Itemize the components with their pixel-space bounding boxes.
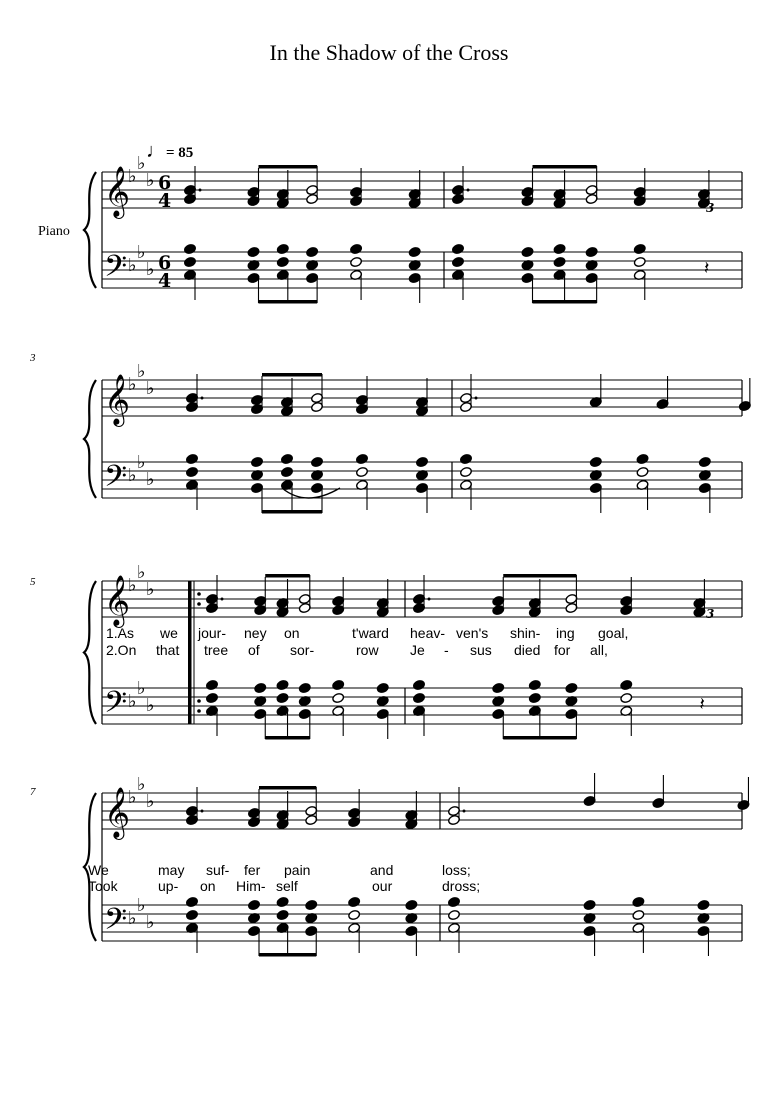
note-head [413, 679, 426, 690]
dot [463, 810, 466, 813]
bass-clef-icon: 𝄢 [104, 903, 128, 944]
time-signature-top: 6 [158, 172, 172, 194]
rest-icon: 𝄽 [699, 694, 705, 715]
note-head [405, 899, 418, 910]
brace [84, 581, 96, 724]
note-head [521, 246, 534, 257]
measure-number-5: 5 [30, 576, 36, 588]
note-head [247, 246, 260, 257]
note-head [186, 466, 199, 477]
note-head [281, 453, 294, 464]
note-head [276, 243, 289, 254]
note-head [186, 896, 199, 907]
beam [262, 510, 322, 514]
lyric-syllable: on [284, 625, 300, 641]
treble-clef-icon: 𝄞 [104, 374, 131, 425]
dot [475, 397, 478, 400]
note-head [332, 679, 345, 690]
dot [199, 189, 202, 192]
note-head [348, 896, 361, 907]
note-head [276, 909, 289, 920]
beam [503, 574, 576, 578]
note-head [528, 679, 541, 690]
lyric-syllable: 1.As [106, 625, 135, 641]
dot [201, 397, 204, 400]
flat-icon: ♭ [128, 374, 137, 395]
note-head [186, 909, 199, 920]
bass-clef-icon: 𝄢 [104, 460, 128, 501]
flat-icon: ♭ [128, 255, 137, 276]
flat-icon: ♭ [128, 691, 137, 712]
beam [533, 165, 597, 169]
lyric-syllable: we [160, 625, 178, 641]
note-head [452, 243, 465, 254]
lyric-syllable: shin- [510, 625, 541, 641]
note-head [620, 692, 633, 703]
note-head [305, 899, 318, 910]
flat-icon: ♭ [128, 787, 137, 808]
lyric-syllable: ing [556, 625, 575, 641]
note-head [356, 453, 369, 464]
flat-icon: ♭ [137, 895, 146, 916]
note-head [348, 909, 361, 920]
lyric-syllable: of [248, 642, 260, 658]
treble-clef-icon: 𝄞 [104, 575, 131, 626]
repeat-dot [197, 709, 201, 713]
beam [259, 786, 316, 790]
note-head [632, 909, 645, 920]
note-head [184, 243, 197, 254]
lyric-syllable: 2.On [106, 642, 137, 658]
note-head [620, 679, 633, 690]
note-head [416, 456, 429, 467]
dot [201, 810, 204, 813]
lyric-syllable: goal, [598, 625, 629, 641]
bass-clef-icon: 𝄢 [104, 250, 128, 291]
flat-icon: ♭ [137, 153, 146, 174]
note-head [186, 453, 199, 464]
note-head [585, 246, 598, 257]
lyric-syllable: our [372, 878, 393, 894]
flat-icon: ♭ [137, 452, 146, 473]
flat-icon: ♭ [128, 166, 137, 187]
bass-clef-icon: 𝄢 [104, 686, 128, 727]
lyric-syllable: - [444, 642, 449, 658]
lyric-syllable: sus [470, 642, 492, 658]
dot [221, 598, 224, 601]
note-head [413, 692, 426, 703]
brace [84, 172, 96, 288]
repeat-dot [197, 592, 201, 596]
flat-icon: ♭ [146, 912, 155, 933]
note-head [589, 456, 602, 467]
lyric-syllable: that [156, 642, 180, 658]
note-head [248, 899, 261, 910]
treble-clef-icon: 𝄞 [104, 787, 131, 838]
flat-icon: ♭ [137, 678, 146, 699]
lyric-syllable: heav- [410, 625, 446, 641]
note-head [251, 456, 264, 467]
note-head [633, 256, 646, 267]
lyric-syllable: died [514, 642, 541, 658]
flat-icon: ♭ [137, 562, 146, 583]
lyric-syllable: Him- [236, 878, 266, 894]
lyric-syllable: dross; [442, 878, 481, 894]
lyric-syllable: loss; [442, 862, 471, 878]
lyric-syllable: fer [244, 862, 261, 878]
note-head [408, 246, 421, 257]
page-title: In the Shadow of the Cross [269, 40, 509, 65]
note-head [697, 899, 710, 910]
lyric-syllable: tree [204, 642, 229, 658]
note-head [553, 256, 566, 267]
note-head [281, 466, 294, 477]
time-signature-top: 6 [158, 252, 172, 274]
measure-number-3: 3 [30, 352, 36, 364]
beam [533, 300, 597, 304]
lyric-syllable: t'ward [352, 625, 389, 641]
repeat-dot [197, 602, 201, 606]
flat-icon: ♭ [146, 170, 155, 191]
time-signature-bottom: 4 [158, 270, 172, 292]
lyric-syllable: Took [88, 878, 118, 894]
beam [265, 736, 310, 740]
note-head [184, 256, 197, 267]
instrument-label: Piano [38, 224, 70, 239]
note-head [553, 243, 566, 254]
quarter-note-icon: ♩ [146, 140, 166, 162]
lyric-syllable: We [88, 862, 109, 878]
tempo-value: = 85 [166, 145, 194, 161]
note-head [276, 896, 289, 907]
note-head [636, 466, 649, 477]
flat-icon: ♭ [146, 469, 155, 490]
repeat-thick-bar [188, 581, 192, 724]
lyric-syllable: row [356, 642, 379, 658]
note-head [306, 246, 319, 257]
lyric-syllable: all, [590, 642, 608, 658]
lyric-syllable: sor- [290, 642, 315, 658]
note-head [460, 466, 473, 477]
brace [84, 380, 96, 498]
lyric-syllable: jour- [198, 625, 227, 641]
lyric-syllable: ney [244, 625, 267, 641]
repeat-dot [197, 699, 201, 703]
time-signature-bottom: 4 [158, 190, 172, 212]
flat-icon: ♭ [146, 259, 155, 280]
dot [428, 598, 431, 601]
note-head [311, 456, 324, 467]
measure-number-7: 7 [30, 786, 36, 798]
note-head [583, 899, 596, 910]
beam [259, 300, 318, 304]
note-head [298, 682, 311, 693]
lyric-syllable: up- [158, 878, 179, 894]
note-head [492, 682, 505, 693]
note-head [633, 243, 646, 254]
note-head [376, 682, 389, 693]
lyric-syllable: and [370, 862, 394, 878]
note-head [356, 466, 369, 477]
note-head [206, 679, 219, 690]
lyric-syllable: ven's [456, 625, 489, 641]
lyric-syllable: may [158, 862, 185, 878]
flat-icon: ♭ [146, 378, 155, 399]
beam [262, 373, 322, 377]
beam [259, 165, 318, 169]
note-head [448, 896, 461, 907]
tuplet-number: 3 [706, 201, 715, 215]
note-head [350, 243, 363, 254]
flat-icon: ♭ [137, 361, 146, 382]
note-head [206, 692, 219, 703]
flat-icon: ♭ [128, 908, 137, 929]
flat-icon: ♭ [146, 579, 155, 600]
dot [467, 189, 470, 192]
flat-icon: ♭ [137, 242, 146, 263]
note-head [332, 692, 345, 703]
flat-icon: ♭ [128, 465, 137, 486]
flat-icon: ♭ [146, 791, 155, 812]
flat-icon: ♭ [128, 575, 137, 596]
lyric-syllable: self [276, 878, 298, 894]
note-head [448, 909, 461, 920]
note-head [528, 692, 541, 703]
lyric-syllable: Je [410, 642, 425, 658]
note-head [632, 896, 645, 907]
note-head [698, 456, 711, 467]
rest-icon: 𝄽 [703, 258, 710, 279]
treble-clef-icon: 𝄞 [104, 166, 131, 217]
beam [503, 736, 576, 740]
note-head [350, 256, 363, 267]
beam [265, 574, 310, 578]
lyric-syllable: suf- [206, 862, 230, 878]
note-head [276, 679, 289, 690]
note-head [460, 453, 473, 464]
lyric-syllable: on [200, 878, 216, 894]
flat-icon: ♭ [146, 695, 155, 716]
beam [259, 953, 316, 957]
note-head [565, 682, 578, 693]
lyric-syllable: for [554, 642, 571, 658]
brace [84, 793, 96, 941]
note-head [276, 256, 289, 267]
note-head [452, 256, 465, 267]
flat-icon: ♭ [137, 774, 146, 795]
note-head [636, 453, 649, 464]
tuplet-number: 3 [706, 607, 715, 621]
note-head [276, 692, 289, 703]
lyric-syllable: pain [284, 862, 311, 878]
note-head [254, 682, 267, 693]
